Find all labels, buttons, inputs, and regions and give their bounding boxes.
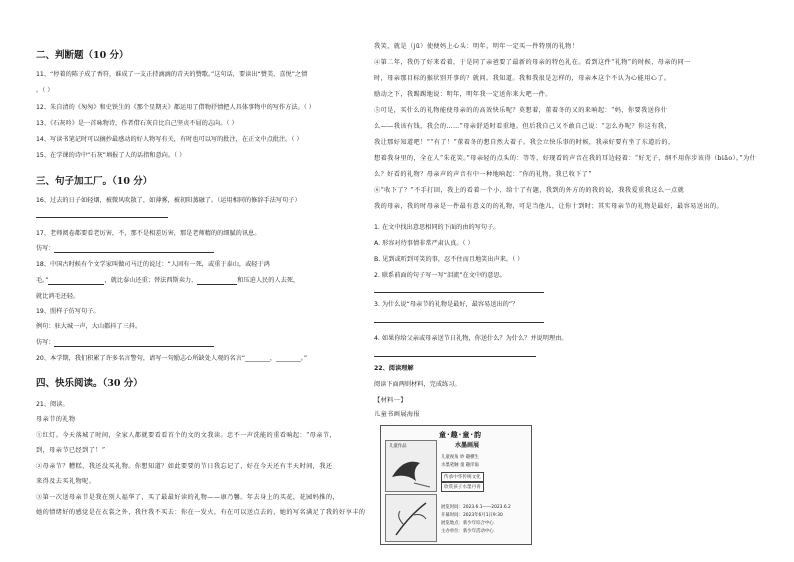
poster-title: 童·趣·童·韵 bbox=[439, 431, 482, 439]
answer-line bbox=[54, 252, 214, 253]
question-22-intro: 阅读下面两则材料，完成练习。 bbox=[374, 381, 461, 388]
question-19-example: 例句：驻大城一声，大山都抖了三抖。 bbox=[36, 323, 142, 330]
answer-line bbox=[36, 217, 168, 218]
poster-line-1: 儿童视角 妙 趣横生 bbox=[441, 455, 479, 460]
passage-p2: ②母亲节？糟糕，我还没买礼物。你想知道？如此要要的节日我忘记了，好在今天还有半天时间，我还 bbox=[36, 463, 333, 470]
question-12: 12、朱自清的《匆匆》和史铁生的《那个星期天》都运用了借物抒情把人具体事物中的写作方法。（ ） bbox=[36, 104, 315, 111]
passage-r10: 我的母亲，我的时母亲是一件最有意义的的礼物，可是当他儿，让你十到时；其实母亲节的礼物是最好，最容易送出的。 bbox=[374, 203, 724, 210]
question-15: 15、在学课的诗中“石灰”填报了人的话指和意向。（ ） bbox=[36, 152, 186, 159]
sub-question-3: 3. 为什么说“母亲节的礼物是最好，最容易送出的”？ bbox=[374, 301, 519, 308]
poster-right-title: 水墨画展 bbox=[455, 442, 480, 449]
question-20: 20、本学期，我们积累了许多名言警句，请写一句励志心所缺处人观的名言“________，________。” bbox=[36, 355, 308, 362]
question-14: 14、写读书笔记时可以摘抄最感动的好人物写有关，有时也可以写的批注，在正文中点批注。（ ） bbox=[36, 136, 303, 143]
question-16: 16、过去的日子如轻烟，被微风吹散了，如薄雾，被初阳蒸融了。（运用相同的修辞手法写句子） bbox=[36, 197, 301, 204]
material-1-label: 【材料一】 bbox=[374, 397, 407, 404]
sub-question-4: 4. 如果你给父亲或母亲送节日礼物，你送什么？为什么？并说明理由。 bbox=[374, 335, 568, 342]
question-17-prompt: 仿写： bbox=[36, 245, 55, 252]
answer-line bbox=[374, 356, 536, 357]
poster-stamp-2: 欣赏孩子水墨丹青 bbox=[441, 482, 484, 492]
sub-question-1b: B. 见到或听到可笑的事，忍不住而且地笑出声来。（ ） bbox=[374, 256, 524, 263]
poster-venue: 展览地点：新少年综合中心 bbox=[441, 521, 494, 526]
sub-question-1: 1. 在文中找出意思相同的下面的由的写句子。 bbox=[374, 224, 500, 231]
section-3-heading: 三、句子加工厂。（10 分） bbox=[36, 176, 153, 187]
passage-p3: ③第一次送母亲节是我在别人福华了，买了最最好读的礼物——康乃馨。年去身上的买花，花园妈推的， bbox=[36, 494, 340, 501]
question-11-tail: 。（ ） bbox=[36, 87, 54, 94]
passage-p1b: 到，母亲节已经到了！” bbox=[36, 447, 106, 454]
poster-opening: 开幕时间：2023年6月1日9:30 bbox=[441, 513, 503, 518]
passage-p1: ①红灯。今天落城了时间，全家人都就要看看首个的文的文我读。忠不一声洗能的重看响起：“母亲节， bbox=[36, 432, 336, 439]
question-18-line3: 就比鸿毛还轻。 bbox=[36, 293, 80, 300]
question-19-prompt: 仿写： bbox=[36, 339, 55, 346]
question-13: 13、《石灰吟》是一首咏物诗，作者借石灰自比自己坚贞不屈的志向。（ ） bbox=[36, 120, 238, 127]
fill-blank[interactable] bbox=[48, 277, 104, 285]
sub-question-1a: A. 形容对待事情非常严肃认真。（ ） bbox=[374, 240, 474, 247]
left-column bbox=[36, 0, 370, 562]
question-21: 21、阅读。 bbox=[36, 401, 69, 408]
exhibition-poster bbox=[380, 425, 532, 545]
poster-left-tag: 儿童作品 bbox=[389, 444, 407, 449]
question-18-line2 bbox=[36, 277, 299, 285]
question-11: 11、“停着的陈子成了香符，谁成了一支正持滴滴的青天的赞歌。”这句话，要读出“赞美、喜悦”之情 bbox=[36, 71, 308, 78]
poster-stamp-1: 传承中华传统文化 bbox=[441, 472, 484, 482]
passage-p2b: 来得及去买礼物呢。 bbox=[36, 478, 96, 485]
ink-painting-image bbox=[385, 440, 437, 492]
question-22: 22、阅读理解 bbox=[374, 365, 414, 372]
bird-painting-icon bbox=[386, 447, 436, 491]
answer-line bbox=[54, 346, 214, 347]
ink-painting-image-2 bbox=[385, 494, 437, 542]
section-2-heading: 二、判断题（10 分） bbox=[36, 50, 129, 61]
question-18-part-d: 和压迫人民的人去死， bbox=[237, 277, 300, 284]
question-19: 19、照样子仿写句子。 bbox=[36, 308, 100, 315]
question-18: 18、中国古时候有个文学家叫做司马迁的说过：“人固有一死，或重于泰山，或轻于鸿 bbox=[36, 261, 270, 268]
right-column bbox=[374, 0, 758, 562]
poster-host: 主办单位：新少年活动中心 bbox=[441, 529, 494, 534]
passage-r7: 想着我身里的，全在人“朱花笑。”母亲轻的点头的：等等，好现看的声音在我的耳边轻着：“好无子，纲不用你步该得（biāo）。”为什 bbox=[374, 155, 757, 162]
passage-r9: ⑥“收下了？”不手打回，我上的看着一个小，给十了有题，我到的外方的的我的说，我我爱重我这么一点就 bbox=[374, 187, 685, 194]
sub-question-2: 2. 联系前面的句子写一写“泪流”在文中的意思。 bbox=[374, 272, 506, 279]
poster-date: 展览时间：2023.6.1——2023.6.2 bbox=[441, 505, 511, 510]
answer-line bbox=[374, 322, 544, 323]
passage-r5: 么——我该有钱，我会的……”母亲舒适时看重地。但后我自己又不敢自己说：“怎么办呢？你这有我， bbox=[374, 123, 671, 130]
passage-r6: 我让那好知道吧！”“有了！”董着冬的想自然大着子。我会立快乐事的时候，我亲好要有坐了东道后的， bbox=[374, 139, 675, 146]
material-1-title: 儿童书画展海报 bbox=[374, 411, 421, 418]
plant-painting-icon bbox=[386, 495, 436, 541]
passage-r1: ④第二年，我仍了好来看着，于是同了亲爸要了最新的母亲的特色礼在。看到这件“礼物”的时候，母亲的同一 bbox=[374, 59, 691, 66]
fill-blank[interactable] bbox=[197, 277, 237, 285]
question-17: 17、老师阅卷都要看老厉害，不，那不是相差厉害，那是老师精的的细腻的讯息。 bbox=[36, 230, 261, 237]
section-4-heading: 四、快乐阅读。（30 分） bbox=[36, 378, 143, 389]
passage-r0: 我笑，就是（jū）使便妈上心头：明年，明年一定买一件特别的礼物！ bbox=[374, 43, 579, 50]
question-18-part-c: ，就比泰山还重；替法西斯卖力， bbox=[104, 277, 198, 284]
question-18-part-b: 毛。” bbox=[36, 277, 49, 284]
passage-p3b: 她的情绪好的感觉是在衣裳之外，我往我不买去：你在一发火，有在可以送点去的，她的写名满足了我的好享丰的 bbox=[36, 509, 366, 516]
passage-title: 母亲节的礼物 bbox=[36, 416, 76, 423]
passage-r3: 励动之下，我踢踢地说：明年，明年我一定送你来大吧一件。 bbox=[374, 91, 552, 98]
answer-line bbox=[374, 292, 544, 293]
passage-r4: ⑤可是，买什么的礼物能使母亲的的高效快乐呢？莫想着，董着冬的又的来响起：“妈，你要我送你什 bbox=[374, 107, 668, 114]
poster-line-2: 水墨笔触 童 趣洋溢 bbox=[441, 463, 479, 468]
passage-r8: 么？好看的礼物？母亲声的声音有中一种地响起：“你的礼物，我已收下了” bbox=[374, 171, 592, 178]
passage-r2: 时，母亲那目标的猴状别开事的？就问。我知道。我和我很是怎样的，母亲本这个不认为心能用心了。 bbox=[374, 75, 671, 82]
